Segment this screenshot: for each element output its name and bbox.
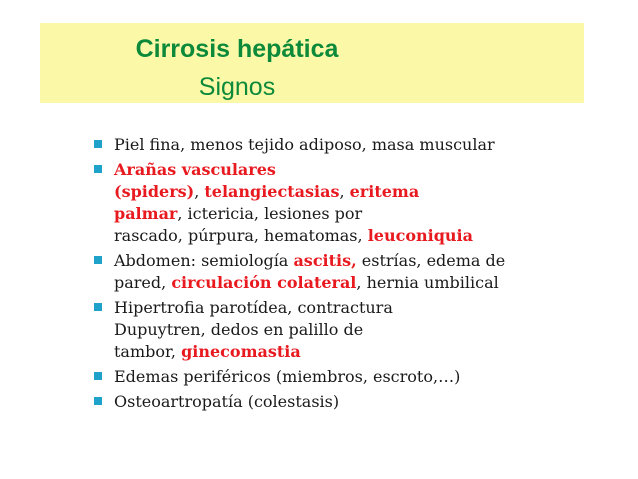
highlighted-term: (spiders) <box>114 182 195 201</box>
highlighted-term: eritema <box>349 182 420 201</box>
bullet-text: , ictericia, lesiones por <box>177 204 363 223</box>
bullet-text: , hernia umbilical <box>356 273 499 292</box>
bullet-text: rascado, púrpura, hematomas, <box>114 226 368 245</box>
square-bullet-icon <box>94 140 102 148</box>
square-bullet-icon <box>94 397 102 405</box>
square-bullet-icon <box>94 303 102 311</box>
highlighted-term: ascitis <box>293 251 352 270</box>
square-bullet-icon <box>94 165 102 173</box>
highlighted-term: circulación colateral <box>171 273 357 292</box>
bullet-text: estrías, edema de <box>356 251 506 270</box>
bullet-item <box>94 250 574 294</box>
slide-title: Cirrosis hepática <box>135 35 339 63</box>
bullet-item <box>94 366 574 388</box>
bullet-text: tambor, <box>114 342 182 361</box>
highlighted-term: telangiectasias <box>204 182 340 201</box>
bullet-text: Osteoartropatía (colestasis) <box>114 392 340 411</box>
title-box <box>40 23 584 103</box>
bullet-item <box>94 391 574 413</box>
bullet-item <box>94 297 574 363</box>
bullet-text: , <box>339 182 350 201</box>
bullet-text: Edemas periféricos (miembros, escroto,…) <box>114 367 461 386</box>
bullet-item <box>94 134 574 156</box>
slide-subtitle: Signos <box>198 73 276 101</box>
square-bullet-icon <box>94 256 102 264</box>
bullet-text: pared, <box>114 273 172 292</box>
bullet-list <box>94 134 574 416</box>
bullet-text: Piel fina, menos tejido adiposo, masa muscular <box>114 135 495 154</box>
bullet-text: , <box>194 182 205 201</box>
square-bullet-icon <box>94 372 102 380</box>
bullet-text: Dupuytren, dedos en palillo de <box>114 320 364 339</box>
bullet-item <box>94 159 574 247</box>
highlighted-term: leuconiquia <box>367 226 473 245</box>
highlighted-term: Arañas vasculares <box>114 160 276 179</box>
bullet-text: Hipertrofia parotídea, contractura <box>114 298 393 317</box>
bullet-text: Abdomen: semiología <box>114 251 294 270</box>
highlighted-term: palmar <box>114 204 178 223</box>
highlighted-term: , <box>351 251 357 270</box>
highlighted-term: ginecomastia <box>181 342 301 361</box>
